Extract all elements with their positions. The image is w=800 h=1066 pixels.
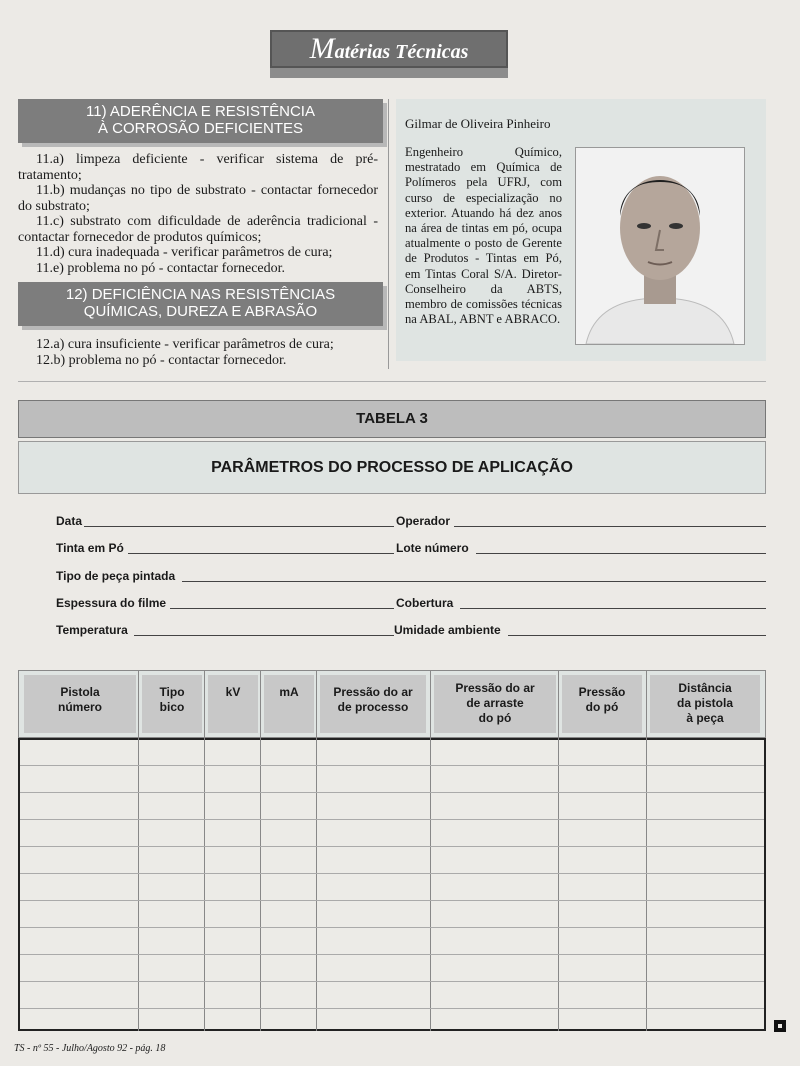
end-of-article-mark (774, 1020, 786, 1032)
grid-column-divider (260, 670, 261, 1031)
grid-column-divider (430, 670, 431, 1031)
col-header-pressao-po-line2: do pó (585, 700, 619, 714)
field-espessura-label: Espessura do filme (56, 596, 167, 610)
table-subtitle: PARÂMETROS DO PROCESSO DE APLICAÇÃO (211, 459, 573, 476)
col-header-pistola-line2: número (57, 700, 102, 714)
grid-row-line (20, 765, 764, 766)
col-header-kv (208, 675, 258, 733)
section-11-items (18, 152, 378, 276)
field-cobertura-label: Cobertura (396, 596, 454, 610)
field-umidade-label: Umidade ambiente (394, 623, 501, 637)
field-tipo-peca-line[interactable] (182, 581, 766, 582)
grid-row-line (20, 981, 764, 982)
header-underbar (270, 68, 508, 78)
col-header-pressao-arraste (434, 675, 556, 733)
section-11-heading-line1: 11) ADERÊNCIA E RESISTÊNCIA (86, 103, 315, 120)
field-tinta-label: Tinta em Pó (56, 541, 124, 555)
title-rest: atérias Técnicas (334, 41, 469, 63)
col-header-ma-line1: mA (279, 685, 299, 699)
col-header-tipo-bico-line2: bico (159, 700, 185, 714)
section-12-heading-line1: 12) DEFICIÊNCIA NAS RESISTÊNCIAS (65, 286, 336, 303)
page-footer: TS - nº 55 - Julho/Agosto 92 - pág. 18 (14, 1043, 166, 1054)
grid-row-line (20, 873, 764, 874)
field-umidade-line[interactable] (508, 635, 766, 636)
item-11d: 11.d) cura inadequada - verificar parâmetros de cura; (36, 245, 333, 260)
item-11c: 11.c) substrato com dificuldade de aderência tradicional - contactar fornecedor de produtos químicos; (18, 214, 378, 245)
field-operador-label: Operador (396, 514, 451, 528)
section-12-items (18, 337, 378, 368)
col-header-pressao-arraste-line2: de arraste (466, 696, 524, 710)
grid-row-line (20, 954, 764, 955)
col-header-pressao-processo (320, 675, 426, 733)
table-title: TABELA 3 (356, 410, 428, 427)
item-11e: 11.e) problema no pó - contactar fornecedor. (36, 260, 286, 276)
grid-column-divider (558, 670, 559, 1031)
field-cobertura-line[interactable] (460, 608, 766, 609)
column-divider (388, 99, 389, 369)
grid-row-line (20, 846, 764, 847)
title-initial: M (309, 32, 335, 65)
item-11a: 11.a) limpeza deficiente - verificar sistema de pré-tratamento; (18, 152, 378, 183)
portrait-image (576, 148, 744, 344)
field-espessura-line[interactable] (170, 608, 394, 609)
author-name: Gilmar de Oliveira Pinheiro (405, 116, 551, 131)
col-header-pressao-arraste-line3: do pó (478, 711, 512, 725)
item-11b: 11.b) mudanças no tipo de substrato - contactar fornecedor do substrato; (18, 183, 378, 214)
col-header-pressao-po (562, 675, 642, 733)
grid-row-line (20, 819, 764, 820)
grid-row-line (20, 792, 764, 793)
field-tinta-line[interactable] (128, 553, 394, 554)
item-12a: 12.a) cura insuficiente - verificar parâmetros de cura; (36, 337, 334, 352)
grid-column-divider (646, 670, 647, 1031)
field-operador-line[interactable] (454, 526, 766, 527)
section-11-heading (18, 99, 383, 143)
grid-body[interactable] (18, 738, 766, 1031)
col-header-pistola-line1: Pistola (60, 685, 100, 699)
grid-column-divider (316, 670, 317, 1031)
horizontal-rule (18, 381, 766, 382)
section-12-heading (18, 282, 383, 326)
col-header-pressao-processo-line2: de processo (337, 700, 409, 714)
col-header-pistola (24, 675, 136, 733)
col-header-ma (264, 675, 314, 733)
field-lote-label: Lote número (396, 541, 469, 555)
col-header-pressao-po-line1: Pressão (578, 685, 626, 699)
col-header-kv-line1: kV (225, 685, 241, 699)
field-tipo-peca-label: Tipo de peça pintada (56, 569, 176, 583)
grid-row-line (20, 927, 764, 928)
field-temperatura-label: Temperatura (56, 623, 128, 637)
col-header-tipo-bico (142, 675, 202, 733)
col-header-distancia-line3: à peça (686, 711, 724, 725)
grid-row-line (20, 1008, 764, 1009)
field-temperatura-line[interactable] (134, 635, 394, 636)
grid-column-divider (204, 670, 205, 1031)
grid-row-line (20, 900, 764, 901)
field-lote-line[interactable] (476, 553, 766, 554)
author-photo (575, 147, 745, 345)
field-data-line[interactable] (84, 526, 394, 527)
col-header-distancia-line1: Distância (678, 681, 732, 695)
section-11-heading-line2: À CORROSÃO DEFICIENTES (97, 120, 304, 137)
section-12-heading-line2: QUÍMICAS, DUREZA E ABRASÃO (83, 303, 318, 320)
field-data-label: Data (56, 514, 83, 528)
col-header-pressao-processo-line1: Pressão do ar (333, 685, 413, 699)
page-section-title (270, 30, 508, 68)
item-12b: 12.b) problema no pó - contactar fornecedor. (36, 352, 287, 368)
col-header-pressao-arraste-line1: Pressão do ar (455, 681, 535, 695)
col-header-tipo-bico-line1: Tipo (159, 685, 185, 699)
grid-column-divider (138, 670, 139, 1031)
col-header-distancia (650, 675, 760, 733)
col-header-distancia-line2: da pistola (676, 696, 733, 710)
author-bio: Engenheiro Químico, mestratado em Química de Polímeros pela UFRJ, com curso de especialização no exterior. Atuando há dez anos na área de tintas em pó, ocupa atualmente o posto de Gerente de Produtos - Tintas em Pó, em Tintas Coral S/A. Diretor-Conselheiro da ABTS, membro de comissões técnicas na ABAL, ABNT e ABRACO. (405, 145, 562, 327)
